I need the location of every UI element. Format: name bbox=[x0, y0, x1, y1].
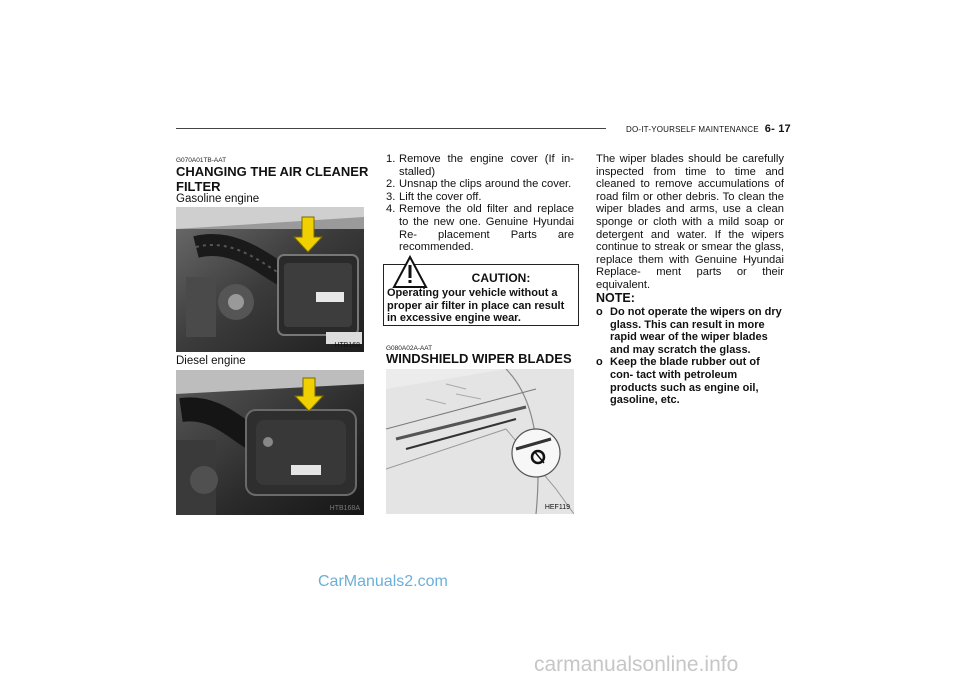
section-title: DO-IT-YOURSELF MAINTENANCE bbox=[626, 125, 759, 134]
note-item bbox=[596, 306, 784, 356]
step-item bbox=[386, 178, 574, 191]
caution-box bbox=[383, 264, 579, 326]
wiper-illustration bbox=[386, 369, 574, 514]
header-rule bbox=[176, 128, 606, 129]
watermark-carmanualsonline[interactable]: carmanualsonline.info bbox=[534, 653, 739, 676]
step-item bbox=[386, 203, 574, 253]
step-text: Lift the cover off. bbox=[399, 190, 482, 203]
note-text: Keep the blade rubber out of con- tact with petroleum products such as engine oil, gasoline, etc. bbox=[610, 356, 760, 407]
step-number: 2. bbox=[386, 178, 396, 191]
air-cleaner-title: CHANGING THE AIR CLEANER FILTER bbox=[176, 164, 369, 194]
gasoline-engine-label: Gasoline engine bbox=[176, 193, 260, 205]
wiper-code: G080A02A-AAT bbox=[386, 345, 433, 352]
diesel-engine-caption: HTB168A bbox=[329, 505, 360, 512]
watermark-carmanuals2[interactable]: CarManuals2.com bbox=[318, 573, 448, 590]
note-text: Do not operate the wipers on dry glass. This can result in more rapid wear of the wiper blades and may scratch the glass. bbox=[610, 306, 782, 356]
step-text: Remove the old filter and replace to the new one. Genuine Hyundai Re- placement Parts are recommended. bbox=[399, 203, 574, 254]
step-number: 1. bbox=[386, 153, 396, 165]
step-text: Unsnap the clips around the cover. bbox=[399, 178, 572, 191]
note-item bbox=[596, 356, 784, 406]
caution-text: Operating your vehicle without a proper air filter in place can result in excessive engine wear. bbox=[387, 287, 565, 325]
step-item bbox=[386, 153, 574, 178]
steps-list bbox=[386, 153, 574, 254]
page-number: 6- 17 bbox=[764, 123, 791, 135]
diesel-engine-photo bbox=[176, 370, 364, 515]
gasoline-engine-caption: HTB168 bbox=[334, 342, 360, 349]
step-text: Remove the engine cover (If in- stalled) bbox=[399, 153, 574, 178]
wiper-image bbox=[386, 369, 574, 514]
note-title: NOTE: bbox=[596, 291, 635, 305]
step-number: 3. bbox=[386, 190, 396, 203]
step-number: 4. bbox=[386, 203, 396, 216]
diesel-engine-image bbox=[176, 370, 364, 515]
note-bullet: o bbox=[596, 306, 603, 318]
wiper-title: WINDSHIELD WIPER BLADES bbox=[386, 351, 572, 366]
gasoline-engine-photo bbox=[176, 207, 364, 352]
wiper-caption: HEF119 bbox=[544, 504, 570, 511]
caution-title: CAUTION: bbox=[471, 271, 531, 285]
gasoline-engine-image bbox=[176, 207, 364, 352]
page-header bbox=[626, 123, 791, 135]
notes-list bbox=[596, 306, 784, 407]
diesel-engine-label: Diesel engine bbox=[176, 355, 246, 367]
wiper-body-text: The wiper blades should be carefully inspected from time to time and cleaned to remove accumulations of road film or other debris. To clean the wiper blades and arms, use a clean sponge or cloth with a mild soap or detergent and water. If the wipers continue to streak or smear the glass, replace them with Genuine Hyundai Replace- ment parts or their equivalent. bbox=[596, 153, 784, 291]
step-item bbox=[386, 191, 574, 204]
steps-block bbox=[386, 153, 574, 254]
warning-triangle-icon bbox=[392, 255, 428, 289]
air-cleaner-code: G070A01TB-AAT bbox=[176, 157, 227, 164]
note-bullet: o bbox=[596, 356, 603, 369]
